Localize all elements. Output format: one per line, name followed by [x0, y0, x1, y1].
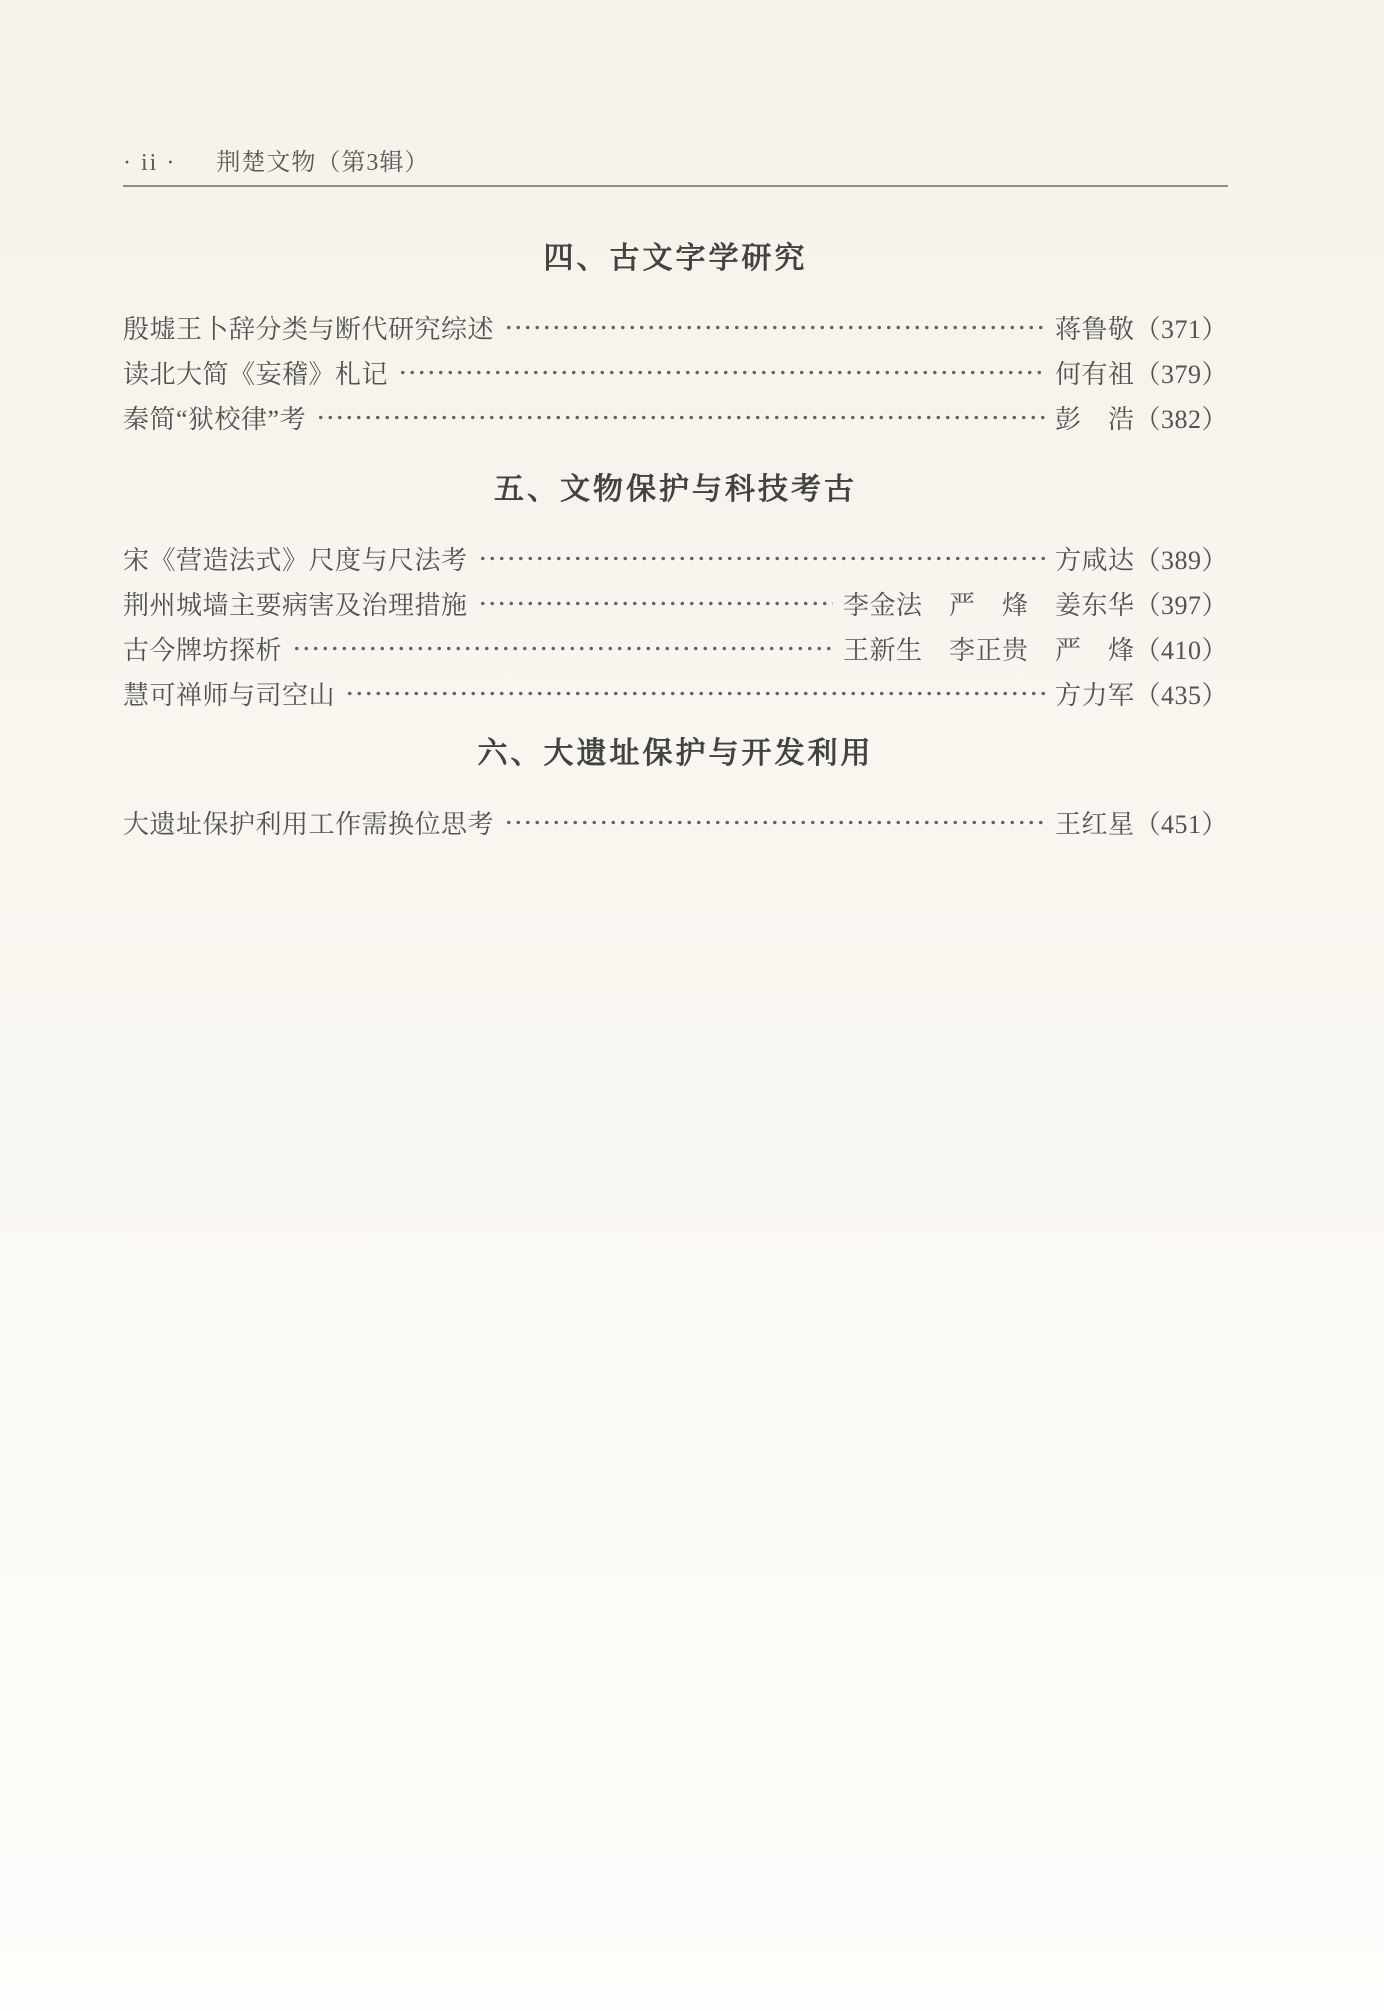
entry-page: （371）	[1134, 315, 1228, 344]
entry-authors: 王新生 李正贵 严 烽	[842, 636, 1135, 665]
entry-title: 读北大简《妄稽》札记	[123, 360, 389, 389]
dot-leader	[345, 671, 1045, 716]
toc-entry	[123, 671, 1228, 716]
section-heading: 五、文物保护与科技考古	[494, 473, 857, 506]
entry-title: 宋《营造法式》尺度与尺法考	[123, 546, 468, 575]
dot-leader	[478, 536, 1045, 581]
section-paleography	[123, 243, 1228, 440]
entry-title: 大遗址保护利用工作需换位思考	[123, 810, 495, 839]
entry-authors: 王红星	[1054, 810, 1135, 839]
dot-leader	[504, 305, 1045, 350]
dot-leader	[504, 800, 1045, 845]
entry-authors: 彭 浩	[1054, 405, 1135, 434]
entry-page: （379）	[1134, 360, 1228, 389]
entry-title: 秦简“狱校律”考	[123, 405, 307, 434]
entry-page: （397）	[1134, 591, 1228, 620]
entry-title: 慧可禅师与司空山	[123, 681, 336, 710]
dot-leader	[292, 626, 833, 671]
section-conservation	[123, 474, 1228, 716]
section-heading: 四、古文字学研究	[543, 242, 808, 275]
toc-entry	[123, 800, 1228, 845]
entry-page: （382）	[1134, 405, 1228, 434]
toc-entry	[123, 536, 1228, 581]
entry-page: （451）	[1134, 810, 1228, 839]
section-entries	[123, 800, 1228, 845]
dot-leader	[478, 581, 833, 626]
section-heading: 六、大遗址保护与开发利用	[477, 737, 874, 770]
entry-title: 古今牌坊探析	[123, 636, 283, 665]
running-header	[123, 150, 1228, 176]
toc-entry	[123, 581, 1228, 626]
section-heritage-sites	[123, 738, 1228, 845]
section-entries	[123, 536, 1228, 716]
page-number: · ii ·	[123, 150, 177, 176]
toc-entry	[123, 395, 1228, 440]
header-rule	[123, 185, 1228, 187]
section-entries	[123, 305, 1228, 440]
entry-authors: 方咸达	[1054, 546, 1135, 575]
entry-authors: 何有祖	[1054, 360, 1135, 389]
entry-authors: 蒋鲁敬	[1054, 315, 1135, 344]
toc-entry	[123, 350, 1228, 395]
entry-page: （435）	[1134, 681, 1228, 710]
entry-page: （389）	[1134, 546, 1228, 575]
dot-leader	[316, 395, 1045, 440]
entry-title: 殷墟王卜辞分类与断代研究综述	[123, 315, 495, 344]
book-title: 荆楚文物（第3辑）	[216, 150, 430, 176]
entry-title: 荆州城墙主要病害及治理措施	[123, 591, 468, 620]
toc-entry	[123, 305, 1228, 350]
dot-leader	[398, 350, 1045, 395]
page-content	[123, 150, 1228, 845]
entry-authors: 李金法 严 烽 姜东华	[842, 591, 1135, 620]
entry-authors: 方力军	[1054, 681, 1135, 710]
entry-page: （410）	[1134, 636, 1228, 665]
toc-entry	[123, 626, 1228, 671]
